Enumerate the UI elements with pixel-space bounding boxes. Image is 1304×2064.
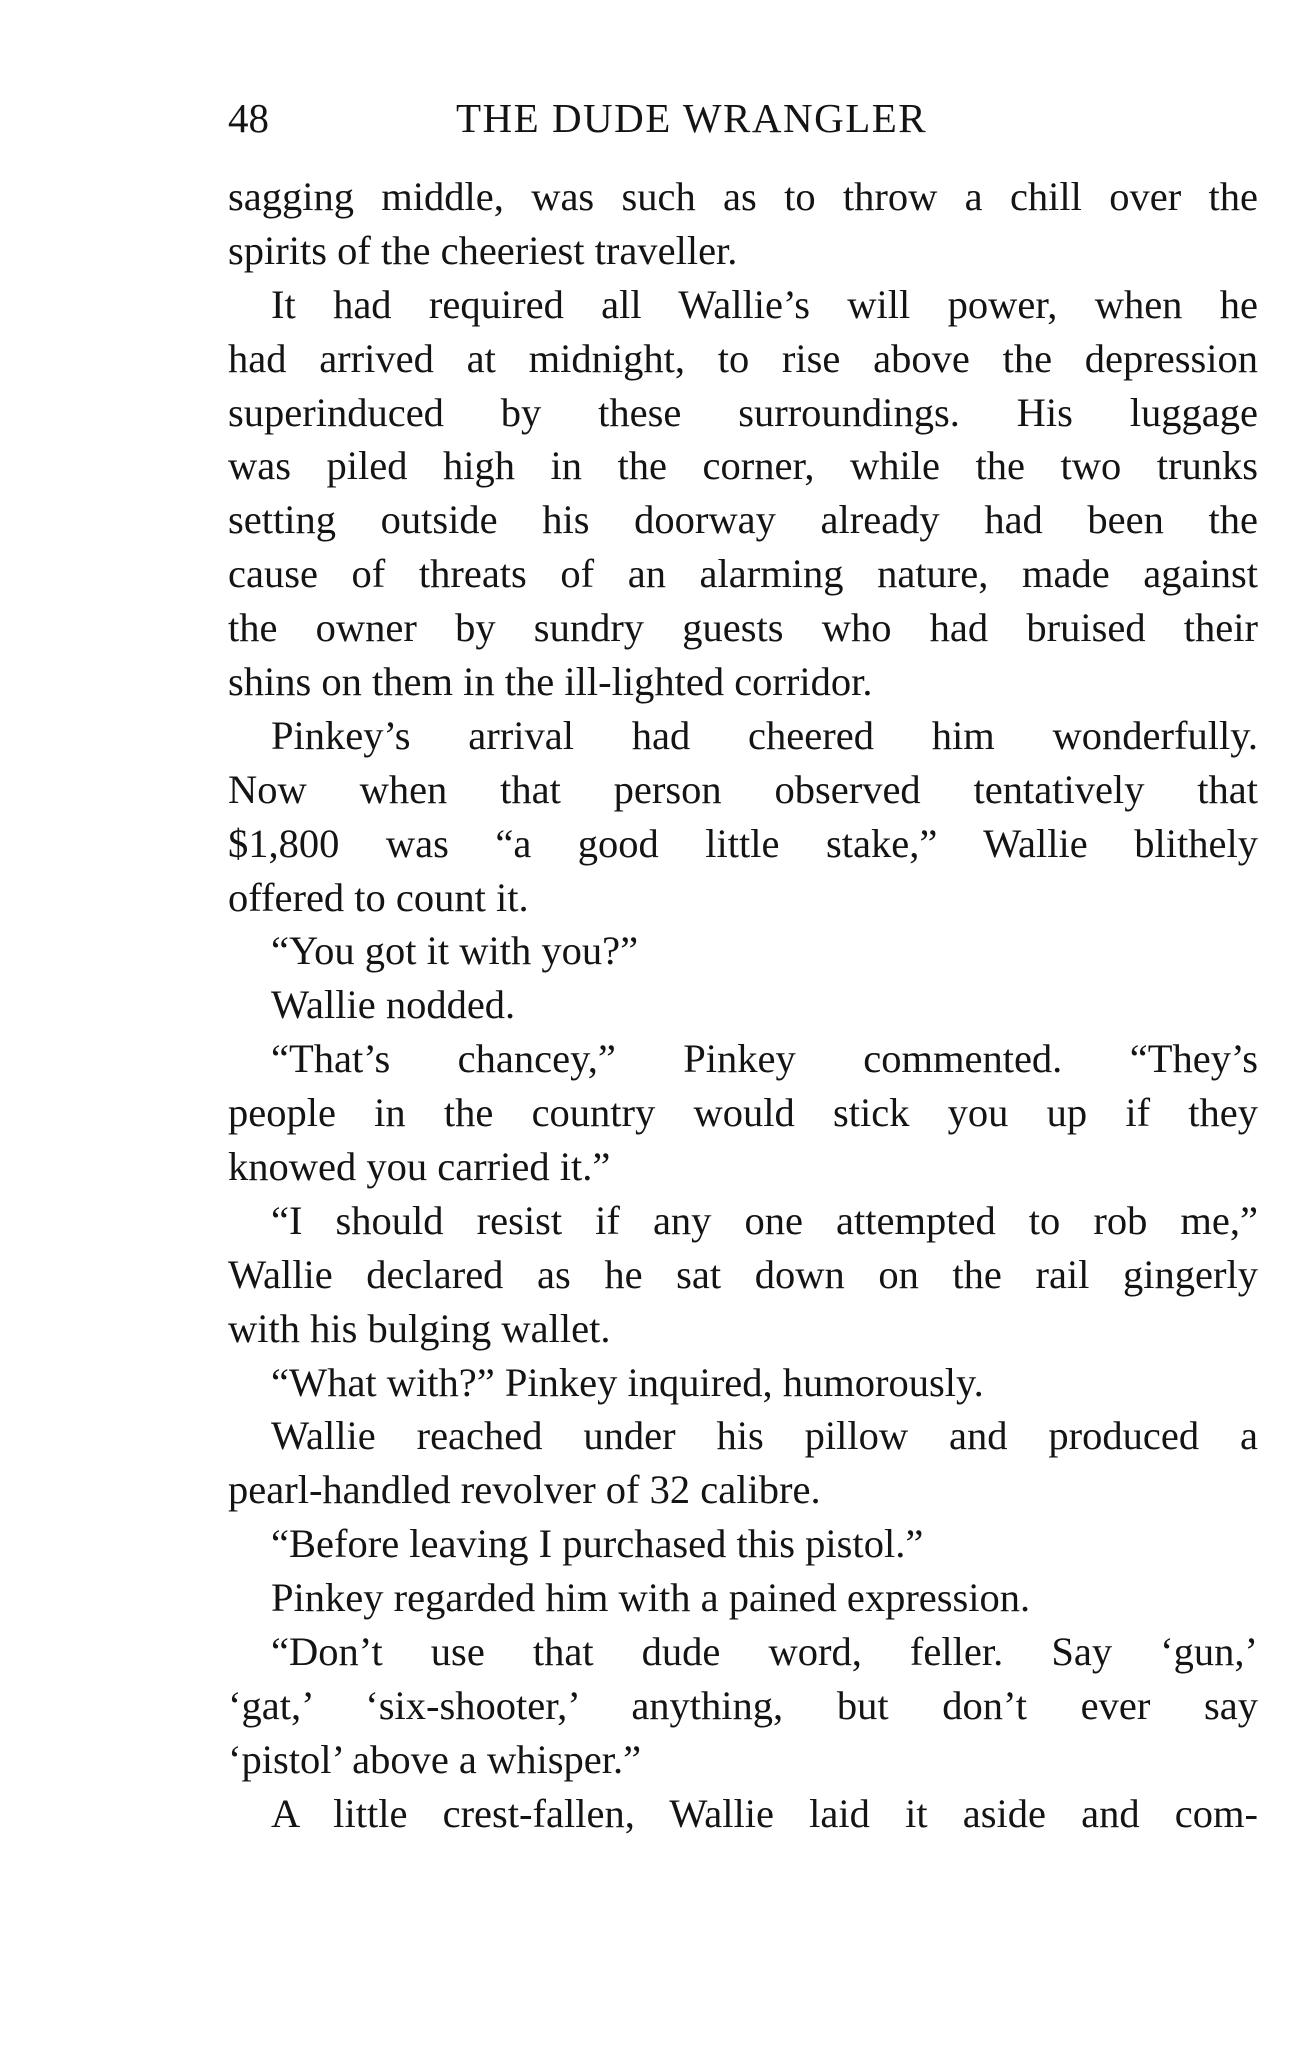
text-line: ‘gat,’ ‘six-shooter,’ anything, but don’t ever say xyxy=(228,1682,1258,1728)
text-line: superinduced by these surroundings. His luggage xyxy=(228,389,1258,435)
page-header xyxy=(228,88,1268,148)
text-line: It had required all Wallie’s will power, when he xyxy=(271,281,1258,327)
text-line: Pinkey’s arrival had cheered him wonderfully. xyxy=(271,712,1258,758)
text-line: people in the country would stick you up if they xyxy=(228,1090,1258,1136)
text-line: cause of threats of an alarming nature, made against xyxy=(228,551,1258,597)
text-line: the owner by sundry guests who had bruised their xyxy=(228,605,1258,651)
text-line: $1,800 was “a good little stake,” Wallie blithely xyxy=(228,820,1258,866)
text-line: Wallie reached under his pillow and produced a xyxy=(271,1413,1258,1459)
running-title: THE DUDE WRANGLER xyxy=(456,95,928,141)
text-line: Now when that person observed tentatively that xyxy=(228,766,1258,812)
text-line: offered to count it. xyxy=(228,874,529,920)
text-line: “You got it with you?” xyxy=(271,928,639,974)
text-line: Wallie nodded. xyxy=(271,982,516,1028)
text-line: knowed you carried it.” xyxy=(228,1144,611,1190)
text-line: “That’s chancey,” Pinkey commented. “They’s xyxy=(271,1036,1258,1082)
text-line: spirits of the cheeriest traveller. xyxy=(228,227,738,273)
text-line: setting outside his doorway already had been the xyxy=(228,497,1258,543)
text-line: “I should resist if any one attempted to rob me,” xyxy=(271,1197,1258,1243)
text-line: was piled high in the corner, while the two trunks xyxy=(228,443,1258,489)
text-line: ‘pistol’ above a whisper.” xyxy=(228,1736,642,1782)
text-line: “Before leaving I purchased this pistol.” xyxy=(271,1521,924,1567)
text-line: had arrived at midnight, to rise above the depression xyxy=(228,335,1258,381)
text-line: sagging middle, was such as to throw a chill over the xyxy=(228,174,1258,219)
page-number: 48 xyxy=(228,95,269,141)
text-line: pearl-handled revolver of 32 calibre. xyxy=(228,1467,821,1513)
text-line: “Don’t use that dude word, feller. Say ‘gun,’ xyxy=(271,1629,1258,1675)
text-line: Pinkey regarded him with a pained expression. xyxy=(271,1575,1031,1621)
text-line: “What with?” Pinkey inquired, humorously. xyxy=(271,1359,984,1405)
text-line: shins on them in the ill-lighted corridor. xyxy=(228,659,873,705)
text-line: A little crest-fallen, Wallie laid it aside and com- xyxy=(271,1790,1258,1836)
text-line: with his bulging wallet. xyxy=(228,1305,611,1351)
text-line: Wallie declared as he sat down on the rail gingerly xyxy=(228,1251,1258,1297)
body-text xyxy=(228,170,1258,1841)
